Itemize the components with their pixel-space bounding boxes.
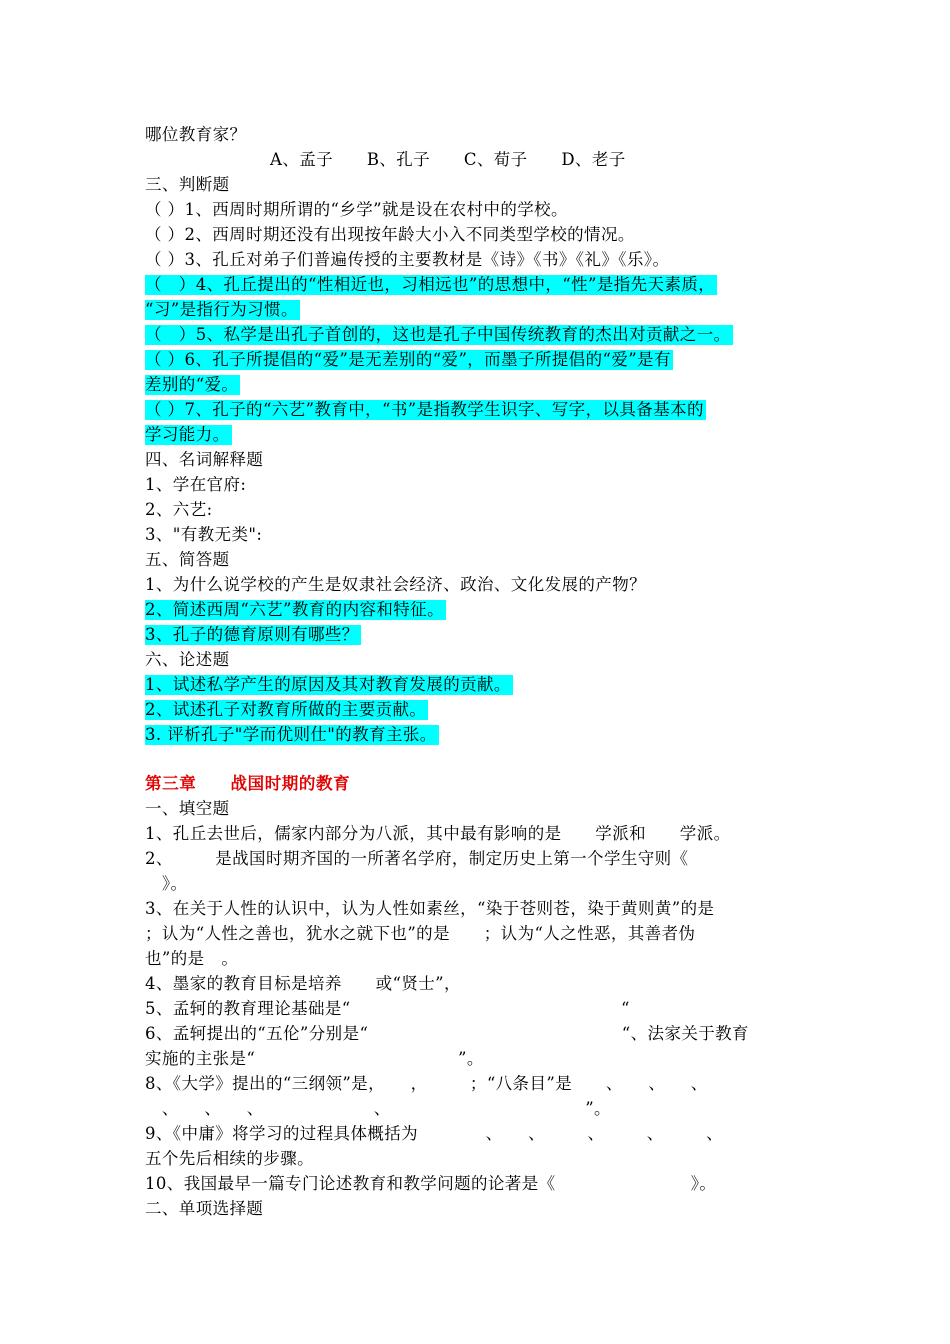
section-title-short-answer: 五、简答题 bbox=[145, 550, 230, 569]
tf-item-1: （ ）1、西周时期所谓的“乡学”就是设在农村中的学校。 bbox=[145, 200, 568, 219]
fill-item-3-line-3: 也”的是 。 bbox=[145, 949, 239, 968]
fill-item-2-line-1: 2、 是战国时期齐国的一所著名学府，制定历史上第一个学生守则《 bbox=[145, 849, 689, 868]
section-title-fill-blank: 一、填空题 bbox=[145, 799, 230, 818]
fill-item-1: 1、孔丘去世后，儒家内部分为八派，其中最有影响的是 学派和 学派。 bbox=[145, 824, 731, 843]
fill-item-8-line-2: 、 、 、 、 ”。 bbox=[145, 1099, 611, 1118]
section-title-essay: 六、论述题 bbox=[145, 650, 230, 669]
answer-choices: A、孟子 B、孔子 C、荀子 D、老子 bbox=[270, 150, 626, 169]
tf-item-2: （ ）2、西周时期还没有出现按年龄大小入不同类型学校的情况。 bbox=[145, 225, 635, 244]
fill-item-9-line-1: 9、《中庸》将学习的过程具体概括为 、 、 、 、 、 bbox=[145, 1124, 724, 1143]
tf-item-6-line-1: （ ）6、孔子所提倡的“爱”是无差别的“爱”，而墨子所提倡的“爱”是有 bbox=[145, 350, 671, 369]
fill-item-2-line-2: 》。 bbox=[145, 874, 188, 893]
fill-item-8-line-1: 8、《大学》提出的“三纲领”是， ， ；“八条目”是 、 、 、 bbox=[145, 1074, 708, 1093]
fill-item-6-line-2: 实施的主张是“ ”。 bbox=[145, 1049, 484, 1068]
tf-item-4-line-1: （ ）4、孔丘提出的“性相近也，习相远也”的思想中，“性”是指先天素质， bbox=[145, 275, 716, 294]
fill-item-5: 5、孟轲的教育理论基础是“ “ bbox=[145, 999, 630, 1018]
section-title-terms: 四、名词解释题 bbox=[145, 450, 264, 469]
essay-item-3: 3. 评析孔子"学而优则仕"的教育主张。 bbox=[145, 725, 437, 744]
section-title-single-choice: 二、单项选择题 bbox=[145, 1199, 264, 1218]
tf-item-5: （ ）5、私学是出孔子首创的，这也是孔子中国传统教育的杰出对贡献之一。 bbox=[145, 325, 731, 344]
tf-item-7-line-1: （ ）7、孔子的“六艺”教育中，“书”是指教学生识字、写字，以具备基本的 bbox=[145, 400, 704, 419]
fill-item-3-line-1: 3、在关于人性的认识中，认为人性如素丝，“染于苍则苍，染于黄则黄”的是 bbox=[145, 899, 715, 918]
fill-item-10: 10、我国最早一篇专门论述教育和教学问题的论著是《 》。 bbox=[145, 1174, 717, 1193]
fill-item-6-line-1: 6、孟轲提出的“五伦”分别是“ “、法家关于教育 bbox=[145, 1024, 749, 1043]
fill-item-9-line-2: 五个先后相续的步骤。 bbox=[145, 1149, 314, 1168]
tf-item-6-line-2: 差别的“爱。 bbox=[145, 375, 239, 394]
term-item-1: 1、学在官府: bbox=[145, 475, 247, 494]
fill-item-3-line-2: ；认为“人性之善也，犹水之就下也”的是 ；认为“人之性恶，其善者伪 bbox=[145, 924, 696, 943]
essay-item-2: 2、试述孔子对教育所做的主要贡献。 bbox=[145, 700, 427, 719]
short-item-2: 2、简述西周“六艺”教育的内容和特征。 bbox=[145, 600, 444, 619]
essay-item-1: 1、试述私学产生的原因及其对教育发展的贡献。 bbox=[145, 675, 511, 694]
chapter-title: 第三章 战国时期的教育 bbox=[145, 774, 351, 793]
tf-item-4-line-2: “习”是指行为习惯。 bbox=[145, 300, 298, 319]
term-item-2: 2、六艺: bbox=[145, 500, 213, 519]
short-item-1: 1、为什么说学校的产生是奴隶社会经济、政治、文化发展的产物？ bbox=[145, 575, 646, 594]
tf-item-7-line-2: 学习能力。 bbox=[145, 425, 230, 444]
short-item-3: 3、孔子的德育原则有哪些？ bbox=[145, 625, 359, 644]
section-title-true-false: 三、判断题 bbox=[145, 175, 230, 194]
term-item-3: 3、"有教无类": bbox=[145, 525, 263, 544]
tf-item-3: （ ）3、孔丘对弟子们普遍传授的主要教材是《诗》《书》《礼》《乐》。 bbox=[145, 250, 670, 269]
question-tail: 哪位教育家？ bbox=[145, 125, 247, 144]
fill-item-4: 4、墨家的教育目标是培养 或“贤士”， bbox=[145, 974, 461, 993]
